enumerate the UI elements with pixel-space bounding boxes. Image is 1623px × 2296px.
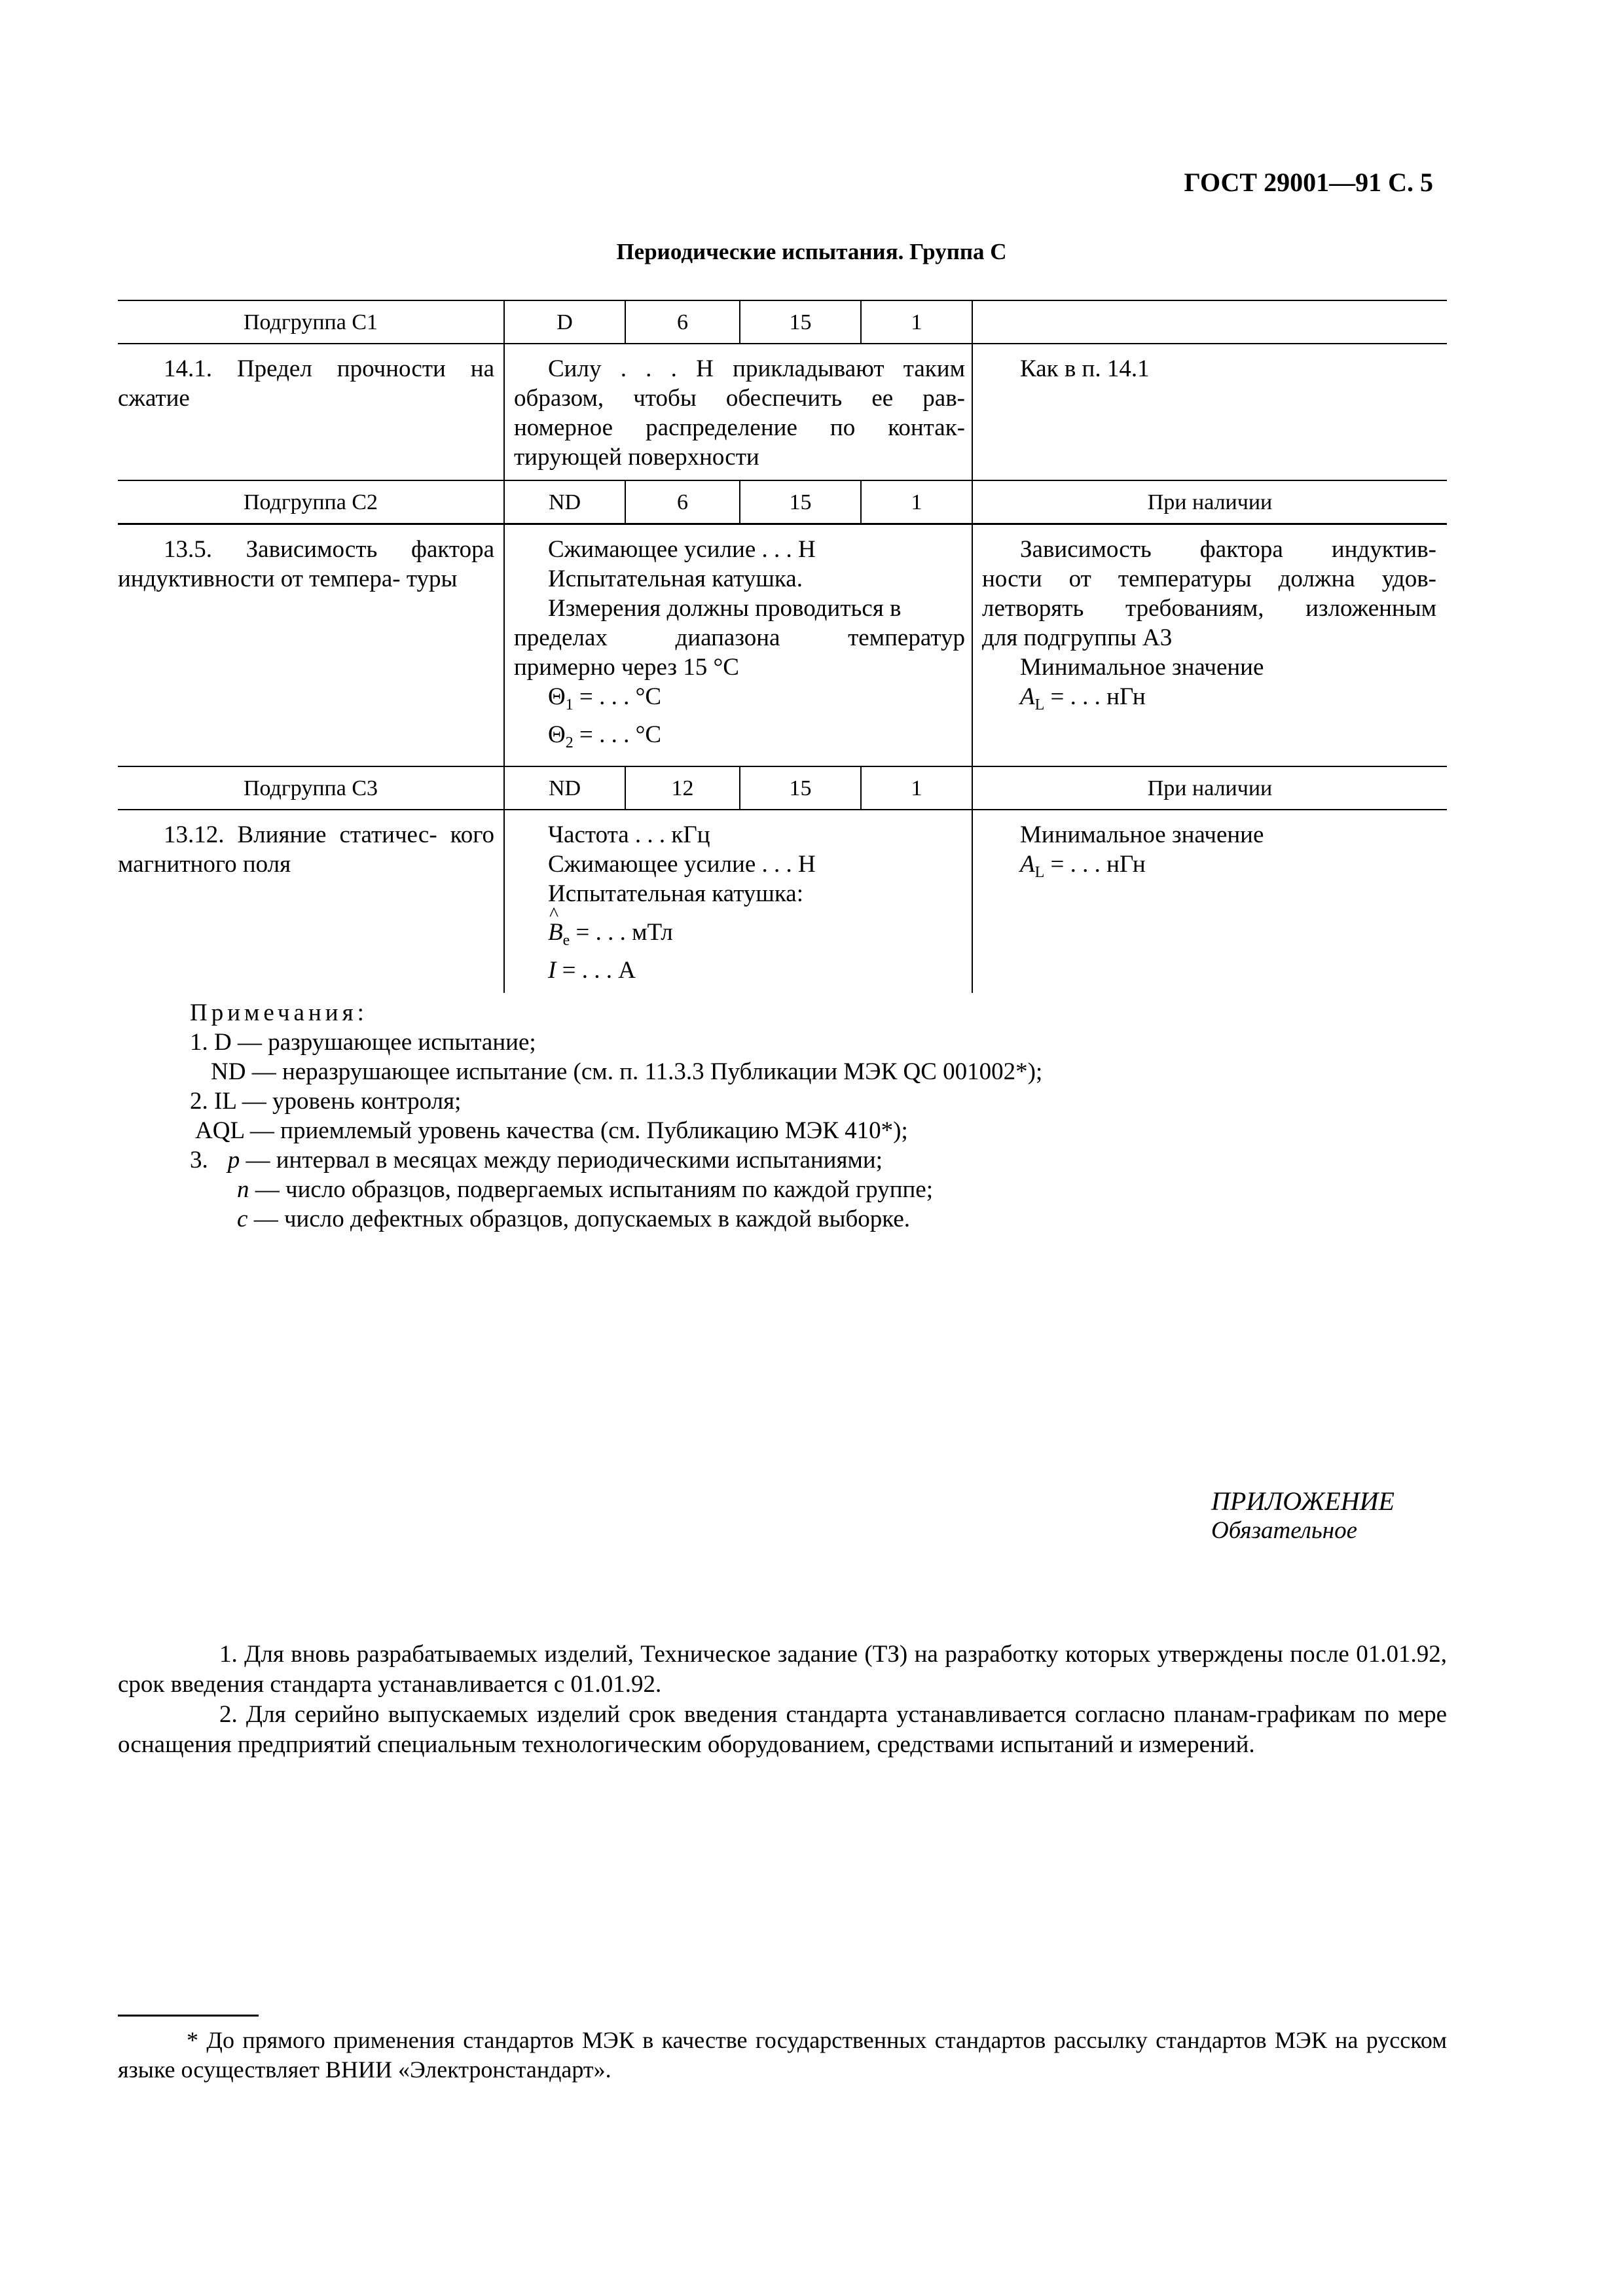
note-line — [190, 1145, 1042, 1175]
p-cell: 12 — [625, 766, 740, 810]
subgroup-c3-row — [118, 766, 1447, 810]
test-row — [118, 524, 1447, 767]
note-cell: При наличии — [972, 766, 1447, 810]
section-title: Периодические испытания. Группа С — [616, 239, 1007, 264]
c-cell: 1 — [861, 766, 972, 810]
footnote: * До прямого применения стандартов МЭК в качестве государственных стандартов рассылку стандартов МЭК на русском языке осуществляет ВНИИ «Электронстандарт». — [118, 2027, 1447, 2083]
theta1-line — [514, 682, 965, 720]
theta-subscript: 2 — [565, 734, 574, 751]
theta-symbol: Θ — [548, 683, 566, 710]
notes-heading: Примечания: — [190, 999, 368, 1026]
test-requirements — [972, 524, 1447, 767]
n-cell: 15 — [740, 480, 861, 524]
theta-value: = . . . °С — [573, 683, 662, 710]
appendix-paragraph-2: 2. Для серийно выпускаемых изделий срок введения стандарта устанавливается согласно планам-графикам по мере оснащения предприятий специальным технологическим оборудованием, средствами испытаний и измерений. — [118, 1701, 1447, 1758]
appendix-heading — [1211, 1486, 1395, 1545]
dnd-cell: D — [504, 300, 625, 344]
condition-line: образом, чтобы обеспечить ее рав- — [514, 385, 965, 412]
test-name: 13.5. Зависимость фактора индуктивности от темпера- туры — [118, 524, 504, 767]
requirement-line: ности от температуры должна удов- — [982, 565, 1436, 592]
condition-line: Измерения должны проводиться в — [548, 595, 902, 622]
appendix-subtitle: Обязательное — [1211, 1517, 1358, 1544]
subgroup-label: Подгруппа C3 — [118, 766, 504, 810]
note-line — [190, 1175, 1042, 1204]
page-header-code: ГОСТ 29001—91 С. 5 — [1184, 168, 1433, 197]
note-text: — число образцов, подвергаемых испытаниям по каждой группе; — [249, 1176, 933, 1203]
i-line — [514, 956, 965, 985]
note-symbol: p — [227, 1147, 240, 1174]
subgroup-c1-row — [118, 300, 1447, 344]
note-line: 2. IL — уровень контроля; — [190, 1088, 462, 1115]
subgroup-c2-row — [118, 480, 1447, 524]
theta2-line — [514, 720, 965, 758]
al-line — [982, 682, 1436, 720]
condition-line: пределах диапазона температур — [514, 624, 965, 651]
test-requirements: Как в п. 14.1 — [972, 344, 1447, 480]
requirement-line: Минимальное значение — [1020, 654, 1264, 681]
note-cell — [972, 300, 1447, 344]
requirement-line: Зависимость фактора индуктив- — [1020, 536, 1436, 563]
note-line: AQL — приемлемый уровень качества (см. Публикацию МЭК 410*); — [195, 1117, 908, 1144]
c-cell: 1 — [861, 300, 972, 344]
p-cell: 6 — [625, 300, 740, 344]
test-conditions — [504, 524, 972, 767]
note-line: ND — неразрушающее испытание (см. п. 11.3.3 Публикации МЭК QC 001002*); — [211, 1058, 1043, 1085]
test-name: 13.12. Влияние статичес- кого магнитного поля — [118, 821, 494, 878]
table-notes — [190, 998, 1042, 1234]
i-value: = . . . А — [556, 957, 636, 984]
al-value: = . . . нГн — [1044, 683, 1146, 710]
test-conditions — [504, 344, 972, 480]
note-number: 3. — [190, 1147, 208, 1174]
test-conditions — [504, 810, 972, 993]
condition-line: Испытательная катушка. — [548, 565, 803, 592]
note-symbol: n — [237, 1176, 249, 1203]
p-cell: 6 — [625, 480, 740, 524]
b-subscript: e — [562, 932, 570, 949]
test-name: 14.1. Предел прочности на сжатие — [118, 355, 494, 412]
note-cell: При наличии — [972, 480, 1447, 524]
test-row — [118, 810, 1447, 993]
subgroup-label: Подгруппа C2 — [118, 480, 504, 524]
condition-line: Испытательная катушка: — [548, 880, 803, 907]
note-text: — число дефектных образцов, допускаемых в каждой выборке. — [247, 1206, 910, 1232]
test-row — [118, 344, 1447, 480]
dnd-cell: ND — [504, 766, 625, 810]
appendix-paragraph-1: 1. Для вновь разрабатываемых изделий, Техническое задание (ТЗ) на разработку которых утверждены после 01.01.92, срок введения стандарта устанавливается с 01.01.92. — [118, 1641, 1447, 1698]
requirement-line: летворять требованиям, изложенным — [982, 595, 1436, 622]
theta-symbol: Θ — [548, 721, 566, 748]
note-text: — интервал в месяцах между периодическими испытаниями; — [240, 1147, 883, 1174]
b-value: = . . . мТл — [570, 919, 673, 946]
n-cell: 15 — [740, 766, 861, 810]
note-symbol: c — [237, 1206, 248, 1232]
c-cell: 1 — [861, 480, 972, 524]
appendix-title: ПРИЛОЖЕНИЕ — [1211, 1486, 1395, 1516]
condition-line: Частота . . . кГц — [548, 821, 710, 848]
dnd-cell: ND — [504, 480, 625, 524]
b-symbol: ^ B — [548, 918, 563, 947]
condition-line: примерно через 15 °С — [514, 654, 739, 681]
n-cell: 15 — [740, 300, 861, 344]
al-value: = . . . нГн — [1044, 851, 1146, 878]
test-requirements — [972, 810, 1447, 993]
subgroup-label: Подгруппа C1 — [118, 300, 504, 344]
condition-line: номерное распределение по контак- — [514, 414, 965, 441]
condition-line: тирующей поверхности — [514, 444, 759, 471]
al-symbol: A — [1020, 683, 1035, 710]
theta-value: = . . . °С — [573, 721, 662, 748]
theta-subscript: 1 — [565, 696, 574, 713]
footnote-divider — [118, 2015, 259, 2017]
condition-line: Силу . . . Н прикладывают таким — [548, 355, 965, 382]
condition-line: Сжимающее усилие . . . Н — [548, 536, 816, 563]
al-symbol: A — [1020, 851, 1035, 878]
condition-line: Сжимающее усилие . . . Н — [548, 851, 816, 878]
i-symbol: I — [548, 957, 556, 984]
periodic-tests-table — [118, 300, 1447, 993]
note-line: 1. D — разрушающее испытание; — [190, 1029, 536, 1056]
al-subscript: L — [1034, 864, 1045, 881]
requirement-line: для подгруппы А3 — [982, 624, 1173, 651]
al-subscript: L — [1034, 696, 1045, 713]
al-line — [1020, 850, 1436, 888]
requirement-line: Минимальное значение — [1020, 821, 1264, 848]
note-line — [190, 1204, 1042, 1234]
b-line — [514, 918, 965, 956]
